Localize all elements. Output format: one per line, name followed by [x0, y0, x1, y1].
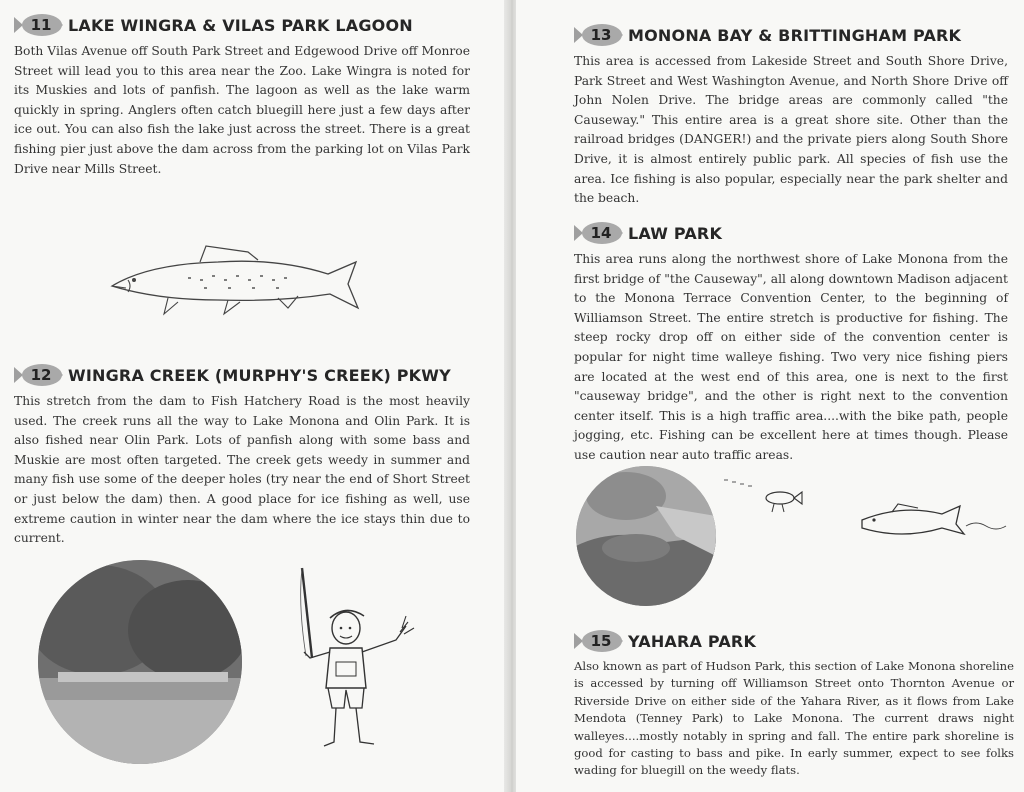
fish-sketches-illustration-icon — [722, 468, 1012, 558]
muskie-fish-illustration-icon — [108, 236, 364, 320]
section-title: LAW PARK — [628, 223, 723, 243]
section-body: This stretch from the dam to Fish Hatchery Road is the most heavily used. The creek runs all the way to Lake Monona and Olin Park. It is also fished near Olin Park. Lots of panfish along with some bass and Muskie are most often targeted. The creek gets weedy in summer and many fish use some of the deeper holes (try near the end of Short Street or just below the dam) then. A good place for ice fishing as well, use extreme caution in winter near the dam where the ice stays thin due to current. — [14, 394, 470, 546]
section-body: Also known as part of Hudson Park, this section of Lake Monona shoreline is accessed by turning off Williamson Street onto Thornton Avenue or Riverside Drive on either side of the Yahara River, as it flows from Lake Mendota (Tenney Park) to Lake Monona. The current draws night walleyes....mostly notably in spring and fall. The entire park shoreline is good for casting to bass and pike. In early summer, expect to see folks wading for bluegill on the weedy flats. — [574, 659, 1014, 778]
section-heading — [14, 12, 470, 38]
section-heading — [574, 22, 1008, 48]
fish-badge-icon — [574, 23, 622, 47]
left-page — [0, 0, 508, 792]
section-number: 13 — [590, 26, 612, 44]
section-title: LAKE WINGRA & VILAS PARK LAGOON — [68, 15, 413, 35]
fish-badge-icon — [14, 363, 62, 387]
section-title: MONONA BAY & BRITTINGHAM PARK — [628, 25, 962, 45]
section-11 — [14, 12, 470, 179]
section-number: 15 — [590, 632, 612, 650]
section-13 — [574, 22, 1008, 209]
boy-fisherman-illustration-icon — [296, 566, 420, 756]
section-body: This area is accessed from Lakeside Street and South Shore Drive, Park Street and West Washington Avenue, and North Shore Drive off John Nolen Drive. The bridge areas are commonly called "the Causeway." This entire area is a great shore site. Other than the railroad bridges (DANGER!) and the private piers along South Shore Drive, it is almost entirely public park. All species of fish use the area. Ice fishing is also popular, especially near the park shelter and the beach. — [574, 54, 1008, 206]
section-title: WINGRA CREEK (MURPHY'S CREEK) PKWY — [68, 365, 451, 385]
section-number: 12 — [30, 366, 52, 384]
section-title: YAHARA PARK — [628, 631, 757, 651]
section-body: Both Vilas Avenue off South Park Street and Edgewood Drive off Monroe Street will lead you to this area near the Zoo. Lake Wingra is noted for its Muskies and lots of panfish. The lagoon as well as the lake warm quickly in spring. Anglers often catch bluegill here just a few days after ice out. You can also fish the lake just across the street. There is a great fishing pier just above the dam across from the parking lot on Vilas Park Drive near Mills Street. — [14, 44, 470, 176]
wingra-creek-photo — [38, 560, 242, 764]
law-park-photo — [576, 466, 716, 606]
section-body: This area runs along the northwest shore of Lake Monona from the first bridge of "the Causeway", all along downtown Madison adjacent to the Monona Terrace Convention Center, to the beginning of Williamson Street. The entire stretch is productive for fishing. The steep rocky drop off on either side of the convention center is popular for night time walleye fishing. Two very nice fishing piers are located at the west end of this area, one is next to the first "causeway bridge", and the other is right next to the convention center itself. This is a high traffic area....with the bike path, people jogging, etc. Fishing can be excellent here at times though. Please use caution near auto traffic areas. — [574, 252, 1008, 462]
section-12 — [14, 362, 470, 549]
section-heading — [14, 362, 470, 388]
section-heading — [574, 220, 1008, 246]
section-14 — [574, 220, 1008, 466]
fish-badge-icon — [574, 629, 622, 653]
fish-badge-icon — [14, 13, 62, 37]
right-page — [516, 0, 1024, 792]
section-number: 11 — [30, 16, 52, 34]
section-15 — [574, 628, 1014, 780]
section-number: 14 — [590, 224, 612, 242]
fish-badge-icon — [574, 221, 622, 245]
section-heading — [574, 628, 1014, 654]
